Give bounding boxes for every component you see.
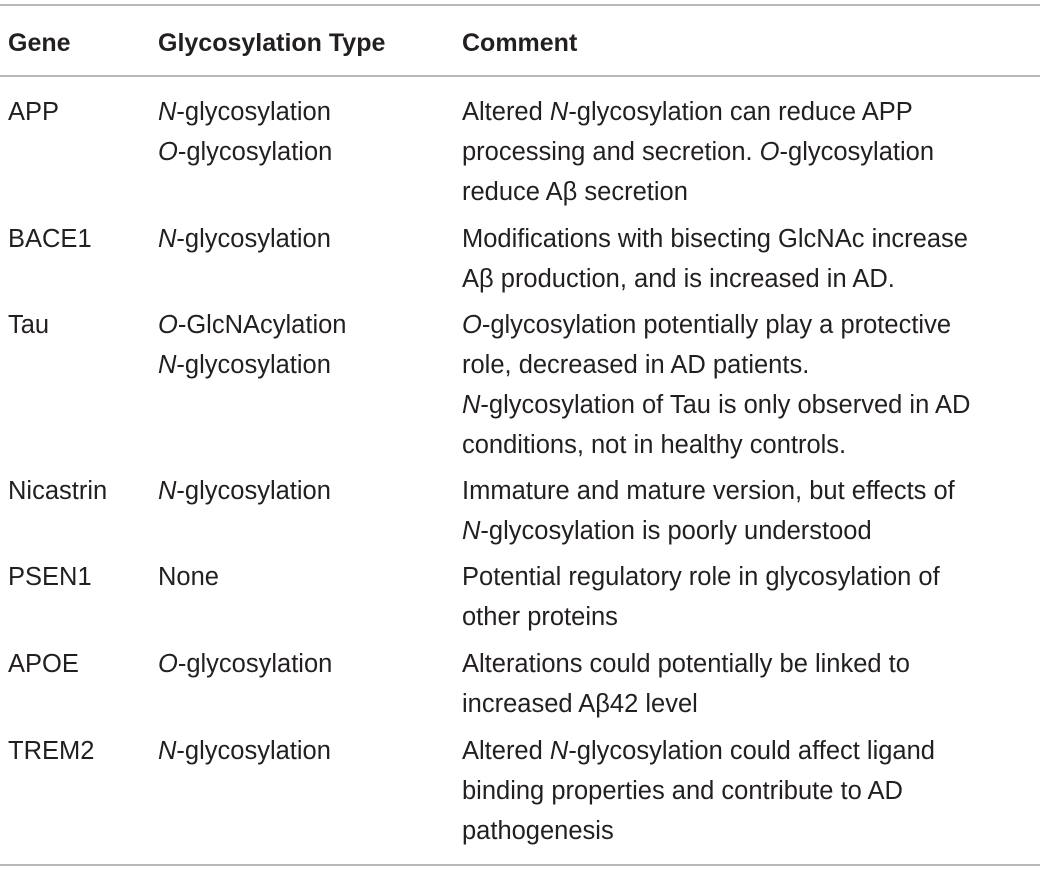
type-line: O-glycosylation — [158, 650, 333, 678]
row-apoe-comment — [462, 644, 910, 724]
row-tau-types — [158, 305, 346, 385]
header-gene: Gene — [8, 29, 71, 57]
comment-line: conditions, not in healthy controls. — [462, 431, 847, 459]
row-trem2-types — [158, 731, 331, 771]
table-top-rule — [0, 4, 1040, 6]
type-line: N-glycosylation — [158, 351, 331, 379]
comment-line: Potential regulatory role in glycosylation of — [462, 563, 940, 591]
comment-line: O-glycosylation potentially play a protective — [462, 311, 952, 339]
row-app-comment — [462, 92, 934, 212]
row-nicastrin-types — [158, 471, 331, 511]
comment-line: other proteins — [462, 603, 618, 631]
type-line: O-GlcNAcylation — [158, 311, 347, 339]
row-nicastrin-comment — [462, 471, 955, 551]
comment-line: N-glycosylation is poorly understood — [462, 517, 872, 545]
comment-line: Altered N-glycosylation could affect ligand — [462, 737, 935, 765]
row-apoe-gene: APOE — [8, 650, 79, 678]
comment-line: Alterations could potentially be linked to — [462, 650, 910, 678]
comment-line: increased Aβ42 level — [462, 690, 698, 718]
row-psen1-comment — [462, 557, 940, 637]
comment-line: Altered N-glycosylation can reduce APP — [462, 98, 913, 126]
type-line: N-glycosylation — [158, 737, 331, 765]
row-nicastrin-gene: Nicastrin — [8, 477, 108, 505]
row-bace1-types — [158, 219, 331, 259]
row-app-gene: APP — [8, 98, 60, 126]
row-tau-comment — [462, 305, 970, 465]
type-line: N-glycosylation — [158, 477, 331, 505]
comment-line: binding properties and contribute to AD — [462, 777, 903, 805]
row-app-types — [158, 92, 332, 172]
row-apoe-types — [158, 644, 332, 684]
comment-line: Immature and mature version, but effects of — [462, 477, 955, 505]
row-bace1-gene: BACE1 — [8, 225, 92, 253]
comment-line: Aβ production, and is increased in AD. — [462, 265, 895, 293]
row-tau-gene: Tau — [8, 311, 50, 339]
type-line: N-glycosylation — [158, 98, 331, 126]
type-line: None — [158, 563, 219, 591]
comment-line: reduce Aβ secretion — [462, 178, 688, 206]
type-line: O-glycosylation — [158, 138, 333, 166]
header-glycosylation-type: Glycosylation Type — [158, 29, 386, 57]
table-bottom-rule — [0, 864, 1040, 866]
row-bace1-comment — [462, 219, 968, 299]
comment-line: role, decreased in AD patients. — [462, 351, 810, 379]
row-psen1-gene: PSEN1 — [8, 563, 92, 591]
comment-line: Modifications with bisecting GlcNAc increase — [462, 225, 968, 253]
comment-line: pathogenesis — [462, 817, 614, 845]
header-comment: Comment — [462, 29, 578, 57]
row-trem2-gene: TREM2 — [8, 737, 95, 765]
row-psen1-types — [158, 557, 219, 597]
comment-line: N-glycosylation of Tau is only observed in AD — [462, 391, 971, 419]
row-trem2-comment — [462, 731, 935, 851]
comment-line: processing and secretion. O-glycosylation — [462, 138, 934, 166]
type-line: N-glycosylation — [158, 225, 331, 253]
header-rule — [0, 75, 1040, 77]
